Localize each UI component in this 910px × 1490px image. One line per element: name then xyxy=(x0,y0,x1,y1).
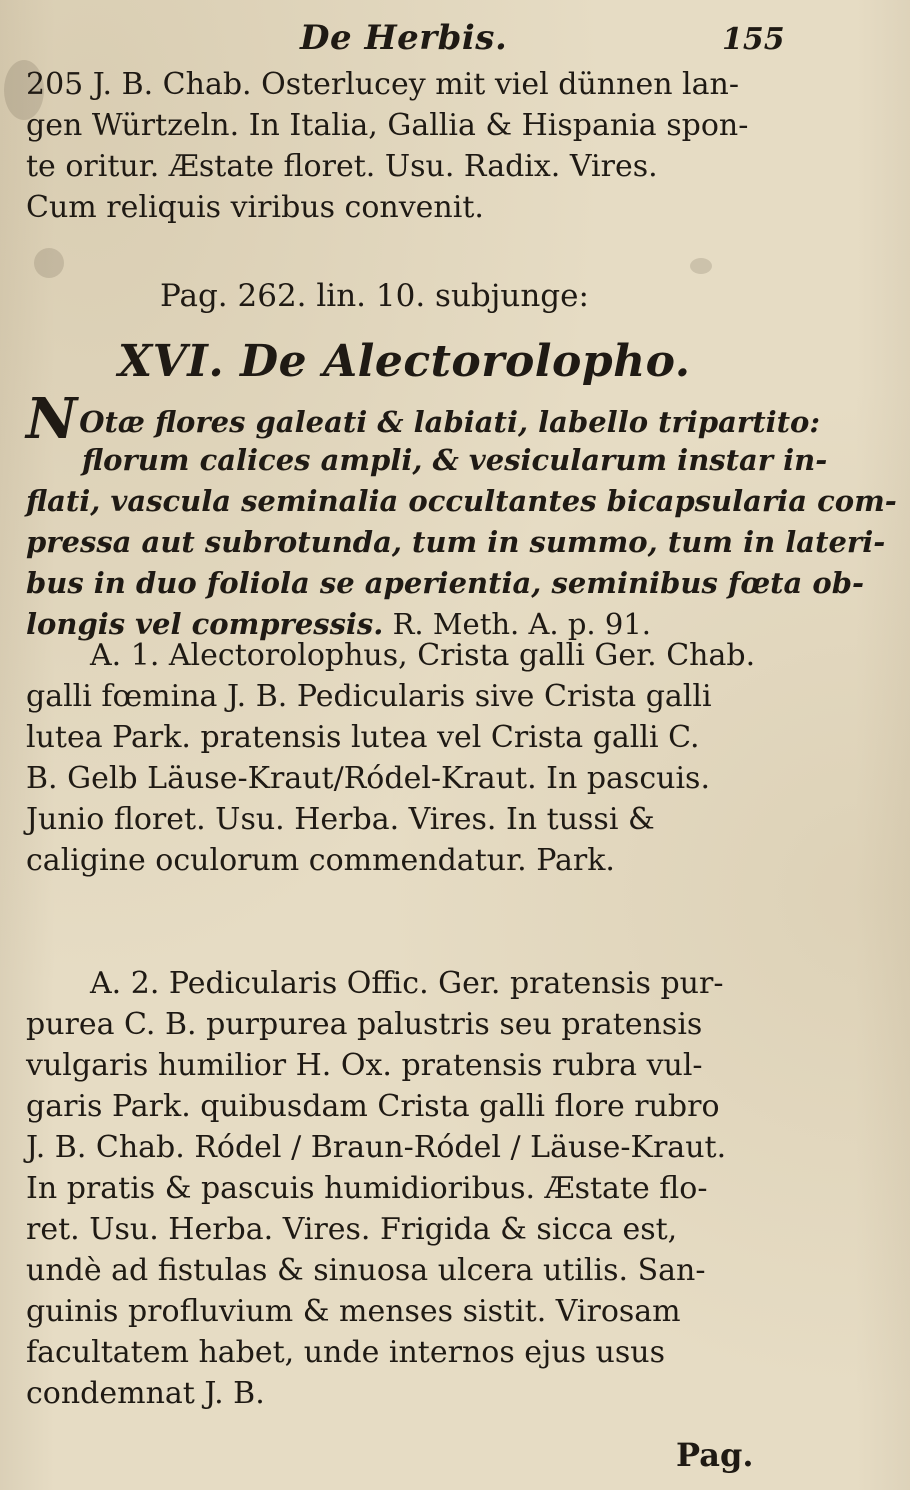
text-line: condemnat J. B. xyxy=(26,1376,265,1411)
text-line: ret. Usu. Herba. Vires. Frigida & sicca est, xyxy=(26,1212,678,1247)
page-number: 155 xyxy=(722,22,785,57)
text-line: facultatem habet, unde internos ejus usus xyxy=(26,1335,665,1370)
correction-note: Pag. 262. lin. 10. subjunge: xyxy=(160,278,589,314)
text-line: garis Park. quibusdam Crista galli flore rubro xyxy=(26,1089,720,1124)
text-line: undè ad fistulas & sinuosa ulcera utilis. San- xyxy=(26,1253,706,1288)
text-line: florum calices ampli, & vesicularum instar in- xyxy=(82,443,828,477)
text-line: purea C. B. purpurea palustris seu pratensis xyxy=(26,1007,703,1042)
text-line: Cum reliquis viribus convenit. xyxy=(26,190,484,225)
paper-stain xyxy=(690,258,712,274)
running-head xyxy=(0,12,800,60)
text-line: Junio floret. Usu. Herba. Vires. In tussi & xyxy=(26,802,655,837)
text-line: A. 1. Alectorolophus, Crista galli Ger. Chab. xyxy=(90,638,756,673)
text-line: gen Würtzeln. In Italia, Gallia & Hispania spon- xyxy=(26,108,749,143)
text-line: 205 J. B. Chab. Osterlucey mit viel dünnen lan- xyxy=(26,67,739,102)
text-line: te oritur. Æstate floret. Usu. Radix. Vires. xyxy=(26,149,658,184)
catchword: Pag. xyxy=(676,1436,754,1474)
text-fragment: Otæ flores galeati & labiati, labello tripartito: xyxy=(79,405,821,439)
text-line: In pratis & pascuis humidioribus. Æstate flo- xyxy=(26,1171,708,1206)
text-line: B. Gelb Läuse-Kraut/Ródel-Kraut. In pascuis. xyxy=(26,761,710,796)
section-heading: XVI. De Alectorolopho. xyxy=(118,336,691,387)
drop-cap: N xyxy=(26,386,78,452)
species-entry-1 xyxy=(26,635,776,881)
text-line: caligine oculorum commendatur. Park. xyxy=(26,843,615,878)
text-line: flati, vascula seminalia occultantes bicapsularia com- xyxy=(26,484,897,518)
genus-description xyxy=(26,386,897,646)
text-line: lutea Park. pratensis lutea vel Crista galli C. xyxy=(26,720,700,755)
text-line: guinis profluvium & menses sistit. Virosam xyxy=(26,1294,681,1329)
text-fragment: longis vel compressis. xyxy=(26,607,384,641)
entry-205 xyxy=(26,64,776,228)
text-line: vulgaris humilior H. Ox. pratensis rubra vul- xyxy=(26,1048,703,1083)
paper-stain xyxy=(34,248,64,278)
text-line: J. B. Chab. Ródel / Braun-Ródel / Läuse-Kraut. xyxy=(26,1130,727,1165)
text-line: pressa aut subrotunda, tum in summo, tum in lateri- xyxy=(26,525,886,559)
text-line xyxy=(26,386,821,452)
reference: R. Meth. A. p. 91. xyxy=(383,607,651,641)
text-line: galli fœmina J. B. Pedicularis sive Crista galli xyxy=(26,679,712,714)
text-line: bus in duo foliola se aperientia, seminibus fœta ob- xyxy=(26,566,865,600)
text-line: A. 2. Pedicularis Offic. Ger. pratensis pur- xyxy=(90,966,724,1001)
species-entry-2 xyxy=(26,963,776,1414)
running-head-title: De Herbis. xyxy=(300,18,508,58)
